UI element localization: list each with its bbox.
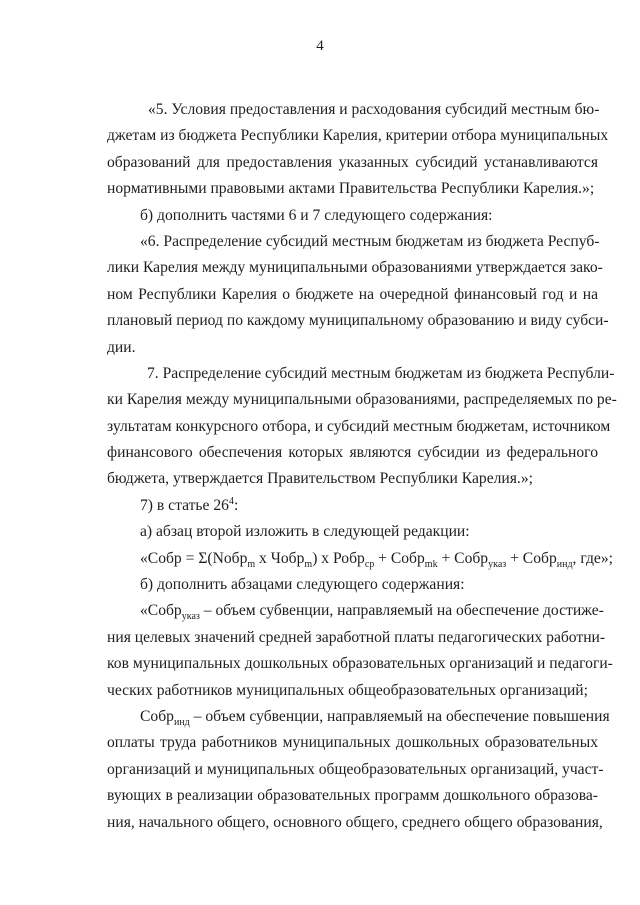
text-line: бюджета, утверждается Правительством Республики Карелия.»; — [107, 470, 533, 488]
text-line: джетам из бюджета Республики Карелия, критерии отбора муниципальных — [107, 127, 609, 145]
text-line: «6. Распределение субсидий местным бюджетам из бюджета Респуб- — [140, 232, 600, 250]
text-line: образований для предоставления указанных субсидий устанавливаются — [107, 153, 598, 171]
formula-line — [107, 546, 613, 572]
text-line: «5. Условия предоставления и расходования субсидий местным бю- — [148, 101, 600, 118]
formula-part: «Собр = Σ(Nобр — [140, 549, 248, 567]
definition-ind-line — [107, 704, 610, 730]
term: Собр — [140, 707, 174, 725]
term: «Собр — [140, 602, 182, 620]
text-line: финансового обеспечения которых являются субсидии из федерального — [107, 444, 598, 462]
formula-subscript: m — [247, 558, 256, 570]
formula-subscript: mk — [424, 558, 438, 570]
formula-part: , где»; — [572, 549, 613, 567]
text-line: нормативными правовыми актами Правительства Республики Карелия.»; — [107, 180, 595, 198]
text-line: зультатам конкурсного отбора, и субсидий местным бюджетам, источником — [107, 417, 611, 435]
definition-text: – объем субвенции, направляемый на обеспечение достиже- — [199, 602, 604, 620]
text-line: ков муниципальных дошкольных образовательных организаций и педагоги- — [107, 655, 613, 673]
text-line: 7. Распределение субсидий местным бюджетам из бюджета Республи- — [147, 364, 615, 382]
text-line: б) дополнить частями 6 и 7 следующего содержания: — [140, 206, 493, 224]
formula-part: + Собр — [437, 549, 489, 567]
formula-subscript: указ — [488, 558, 507, 570]
text-line: б) дополнить абзацами следующего содержания: — [140, 576, 465, 594]
page-number: 4 — [316, 38, 324, 54]
formula-part: ) х Робр — [312, 549, 365, 567]
article-superscript: 4 — [228, 495, 234, 507]
text-line: лики Карелия между муниципальными образованиями утверждается зако- — [107, 259, 603, 277]
formula-subscript: m — [304, 558, 313, 570]
text-line: вующих в реализации образовательных программ дошкольного образова- — [107, 787, 598, 805]
formula-part: х Чобр — [255, 549, 305, 567]
text-line: ном Республики Карелия о бюджете на очередной финансовый год и на — [107, 285, 598, 303]
term-subscript: инд — [173, 717, 190, 729]
definition-ukaz-line — [107, 598, 604, 624]
text-line: ки Карелия между муниципальными образованиями, распределяемых по ре- — [107, 391, 617, 409]
formula-subscript: ср — [364, 558, 375, 570]
text-line: ния, начального общего, основного общего, среднего общего образования, — [107, 813, 603, 831]
article-line — [107, 493, 598, 519]
article-prefix: 7) в статье 26 — [140, 496, 229, 514]
text-line: ния целевых значений средней заработной платы педагогических работни- — [107, 628, 606, 646]
text-line: дии. — [107, 338, 136, 356]
article-suffix: : — [233, 496, 239, 514]
text-line: ческих работников муниципальных общеобразовательных организаций; — [107, 681, 588, 699]
term-subscript: указ — [181, 611, 200, 623]
text-line: оплаты труда работников муниципальных дошкольных образовательных — [107, 734, 598, 752]
formula-part: + Собр — [374, 549, 425, 567]
text-line: плановый период по каждому муниципальному образованию и виду субси- — [107, 312, 609, 330]
text-line: организаций и муниципальных общеобразовательных организаций, участ- — [107, 760, 604, 778]
formula-subscript: инд — [556, 558, 573, 570]
text-line: а) абзац второй изложить в следующей редакции: — [140, 523, 470, 541]
formula-part: + Собр — [506, 549, 557, 567]
document-body — [107, 97, 617, 836]
definition-text: – объем субвенции, направляемый на обеспечение повышения — [189, 707, 610, 725]
